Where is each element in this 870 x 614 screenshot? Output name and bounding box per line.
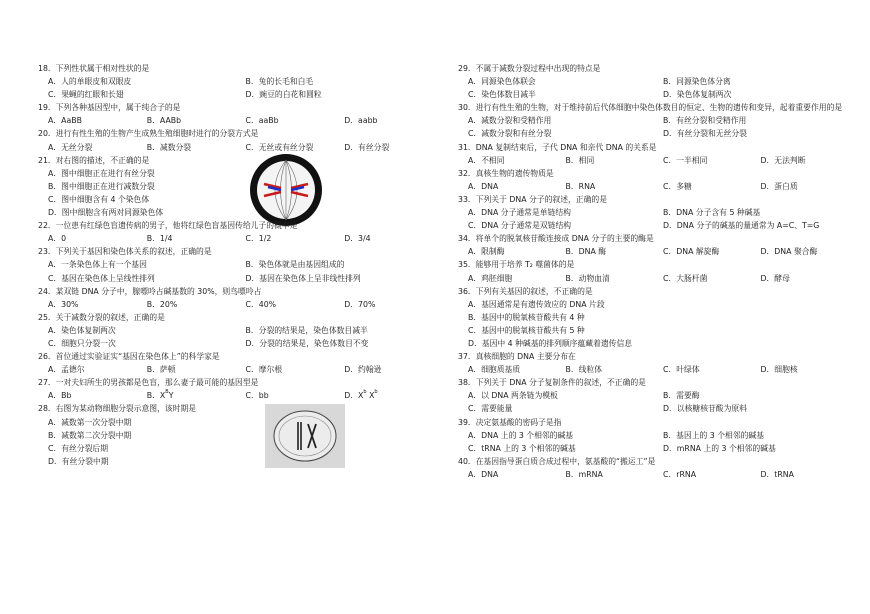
question-40 <box>458 455 858 481</box>
question-36 <box>458 285 858 350</box>
option-a: A．一条染色体上有一个基因 <box>48 260 147 270</box>
option-b: B．1/4 <box>146 234 173 244</box>
option-d: D．DNA 分子的碱基的量通常为 A=C、T=G <box>663 221 820 231</box>
option-c: C．bb <box>245 391 269 401</box>
option-d: D．70% <box>344 299 376 309</box>
option-c: C．果蝇的红眼和长翅 <box>48 90 124 100</box>
question-stem: 30．进行有性生殖的生物，对于维持前后代体细胞中染色体数目的恒定、生物的遗传和变异，起着重要作用的是 <box>458 103 843 113</box>
option-b: B．动物血清 <box>565 273 610 283</box>
question-stem: 31．DNA 复制结束后，子代 DNA 和亲代 DNA 的关系是 <box>458 142 657 152</box>
left-column <box>38 62 443 468</box>
option-a: A．不相同 <box>468 155 505 165</box>
option-a: A．染色体复制两次 <box>48 325 116 335</box>
option-d: D．3/4 <box>344 234 371 244</box>
option-b: B．减数第二次分裂中期 <box>48 430 132 440</box>
options <box>458 245 858 258</box>
question-37 <box>458 350 858 376</box>
option-d: D．基因在染色体上呈非线性排列 <box>245 273 361 283</box>
options <box>458 363 858 376</box>
question-stem: 22．一位患有红绿色盲遗传病的男子，他将红绿色盲基因传给儿子的概率是 <box>38 221 298 231</box>
question-stem: 40．在基因指导蛋白质合成过程中，氨基酸的“搬运工”是 <box>458 456 656 466</box>
question-stem: 26．首位通过实验证实“基因在染色体上”的科学家是 <box>38 352 220 362</box>
option-a: A．人的单眼皮和双眼皮 <box>48 77 132 87</box>
options <box>38 167 443 219</box>
options <box>458 206 858 232</box>
question-29 <box>458 62 858 101</box>
option-b: B．相同 <box>565 155 595 165</box>
question-32 <box>458 167 858 193</box>
option-c: C．染色体数目减半 <box>468 90 536 100</box>
option-c: C．aaBb <box>245 116 279 126</box>
option-a: A．DNA <box>468 469 499 479</box>
option-d: D．蛋白质 <box>760 181 798 191</box>
option-a: A．AaBB <box>48 116 82 126</box>
question-stem: 18．下列性状属于相对性状的是 <box>38 64 150 73</box>
option-d: D．酵母 <box>760 273 790 283</box>
cell-division-figure-meiosis <box>265 404 345 468</box>
options <box>38 141 443 154</box>
question-stem: 28．右图为某动物细胞分裂示意图，该时期是 <box>38 404 197 414</box>
option-a: A．DNA <box>468 181 499 191</box>
option-d: D．以核糖核苷酸为原料 <box>663 404 747 414</box>
options <box>38 75 443 101</box>
option-d: D．基因中 4 种碱基的排列顺序蕴藏着遗传信息 <box>468 338 633 348</box>
right-column <box>458 62 858 481</box>
question-33 <box>458 193 858 232</box>
option-b: B．AABb <box>146 116 182 126</box>
option-b: B．20% <box>146 299 178 309</box>
cell-division-figure-spindle <box>248 152 324 228</box>
option-b: B．$X^BY$ <box>146 389 174 401</box>
question-stem: 34．将单个的脱氧核苷酸连接成 DNA 分子的主要的酶是 <box>458 234 654 244</box>
question-31 <box>458 141 858 167</box>
option-d: D．mRNA 上的 3 个相邻的碱基 <box>663 443 776 453</box>
question-stem: 21．对右图的描述，不正确的是 <box>38 155 150 165</box>
option-d: D．无法判断 <box>760 155 806 165</box>
option-c: C．大肠杆菌 <box>663 273 708 283</box>
option-a: A．基因通常是有遗传效应的 DNA 片段 <box>468 299 605 309</box>
option-c: C．基因中的脱氧核苷酸共有 5 种 <box>468 325 585 335</box>
option-b: B．需要酶 <box>663 391 700 401</box>
options <box>458 272 858 285</box>
question-stem: 38．下列关于 DNA 分子复制条件的叙述，不正确的是 <box>458 378 646 388</box>
question-26 <box>38 350 443 376</box>
option-c: C．无丝或有丝分裂 <box>245 142 314 152</box>
options <box>38 389 443 402</box>
options <box>458 468 858 481</box>
option-c: C．基因在染色体上呈线性排列 <box>48 273 155 283</box>
option-d: D．DNA 聚合酶 <box>760 247 818 257</box>
options <box>38 416 443 468</box>
option-b: B．mRNA <box>565 469 603 479</box>
option-b: B．基因中的脱氧核苷酸共有 4 种 <box>468 312 585 322</box>
option-a: A．限制酶 <box>468 247 505 257</box>
option-d: D．有丝分裂中期 <box>48 456 109 466</box>
question-39 <box>458 416 858 455</box>
option-c: C．摩尔根 <box>245 365 283 375</box>
option-d: D．有丝分裂 <box>344 142 390 152</box>
question-stem: 23．下列关于基因和染色体关系的叙述，正确的是 <box>38 247 212 257</box>
options <box>38 298 443 311</box>
question-35 <box>458 258 858 284</box>
option-d: D．约翰逊 <box>344 365 382 375</box>
option-c: C．叶绿体 <box>663 365 700 375</box>
option-c: C．有丝分裂后期 <box>48 443 109 453</box>
question-30 <box>458 101 858 140</box>
question-stem: 24．某双链 DNA 分子中，腺嘌呤占碱基数的 30%，则鸟嘌呤占 <box>38 286 262 296</box>
question-stem: 19．下列各种基因型中，属于纯合子的是 <box>38 103 181 113</box>
option-b: B．DNA 分子含有 5 种碱基 <box>663 208 761 218</box>
option-c: C．细胞只分裂一次 <box>48 338 116 348</box>
question-stem: 37．真核细胞的 DNA 主要分布在 <box>458 352 576 362</box>
option-b: B．DNA 酶 <box>565 247 607 257</box>
option-b: B．分裂的结果是，染色体数目减半 <box>245 325 368 335</box>
option-a: A．DNA 分子通常是单链结构 <box>468 208 571 218</box>
options <box>38 114 443 127</box>
option-a: A．无丝分裂 <box>48 142 93 152</box>
option-d: D．有丝分裂和无丝分裂 <box>663 129 747 139</box>
options <box>458 154 858 167</box>
question-28 <box>38 402 443 467</box>
option-d: D．tRNA <box>760 469 794 479</box>
question-stem: 32．真核生物的遗传物质是 <box>458 168 554 178</box>
option-c: C．DNA 解旋酶 <box>663 247 720 257</box>
question-18 <box>38 62 443 101</box>
option-c: C．需要能量 <box>468 404 513 414</box>
option-b: B．减数分裂 <box>146 142 192 152</box>
options <box>38 363 443 376</box>
question-stem: 25．关于减数分裂的叙述，正确的是 <box>38 312 165 322</box>
question-stem: 27．一对夫妇所生的男孩都是色盲，那么妻子最可能的基因型是 <box>38 378 259 388</box>
options <box>38 324 443 350</box>
question-stem: 20．进行有性生殖的生物产生成熟生殖细胞时进行的分裂方式是 <box>38 129 259 139</box>
question-21 <box>38 154 443 219</box>
question-19 <box>38 101 443 127</box>
question-27 <box>38 376 443 402</box>
option-d: D．细胞核 <box>760 365 798 375</box>
option-c: C．图中细胞含有 4 个染色体 <box>48 194 150 204</box>
option-a: A．细胞质基质 <box>468 365 521 375</box>
option-a: A．0 <box>48 234 67 244</box>
option-d: D．分裂的结果是，染色体数目不变 <box>245 338 369 348</box>
option-c: C．tRNA 上的 3 个相邻的碱基 <box>468 443 576 453</box>
option-b: B．同源染色体分离 <box>663 77 731 87</box>
option-b: B．染色体就是由基因组成的 <box>245 260 345 270</box>
options <box>458 180 858 193</box>
option-d: D．图中细胞含有两对同源染色体 <box>48 208 164 218</box>
option-c: C．减数分裂和有丝分裂 <box>468 129 552 139</box>
option-c: C．40% <box>245 299 277 309</box>
option-b: B．萨顿 <box>146 365 176 375</box>
option-c: C．一半相同 <box>663 155 708 165</box>
options <box>458 75 858 101</box>
question-22 <box>38 219 443 245</box>
option-c: C．DNA 分子通常是双链结构 <box>468 221 572 231</box>
option-c: C．1/2 <box>245 234 272 244</box>
option-c: C．多糖 <box>663 181 692 191</box>
option-b: B．有丝分裂和受精作用 <box>663 116 747 126</box>
question-25 <box>38 311 443 350</box>
option-a: A．Bb <box>48 391 72 401</box>
option-b: B．RNA <box>565 181 596 191</box>
question-stem: 36．下列有关基因的叙述，不正确的是 <box>458 286 593 296</box>
option-a: A．图中细胞正在进行有丝分裂 <box>48 168 155 178</box>
option-a: A．同源染色体联会 <box>468 77 536 87</box>
question-34 <box>458 232 858 258</box>
question-stem: 33．下列关于 DNA 分子的叙述，正确的是 <box>458 194 607 204</box>
options <box>458 114 858 140</box>
option-d: D．aabb <box>344 116 378 126</box>
option-a: A．30% <box>48 299 79 309</box>
options <box>38 258 443 284</box>
option-c: C．rRNA <box>663 469 697 479</box>
figure <box>265 404 345 472</box>
question-23 <box>38 245 443 284</box>
option-b: B．线粒体 <box>565 365 603 375</box>
option-a: A．减数分裂和受精作用 <box>468 116 552 126</box>
question-38 <box>458 376 858 415</box>
options <box>458 389 858 415</box>
option-b: B．兔的长毛和白毛 <box>245 77 314 87</box>
question-stem: 35．能够用于培养 T₂ 噬菌体的是 <box>458 260 575 270</box>
option-b: B．基因上的 3 个相邻的碱基 <box>663 430 765 440</box>
question-20 <box>38 127 443 153</box>
option-b: B．图中细胞正在进行减数分裂 <box>48 181 155 191</box>
option-d: D．$X^b$ $X^b$ <box>344 389 378 401</box>
option-a: A．以 DNA 两条链为模板 <box>468 391 558 401</box>
options <box>458 429 858 455</box>
option-d: D．染色体复制两次 <box>663 90 732 100</box>
option-d: D．豌豆的白花和圆粒 <box>245 90 322 100</box>
options <box>38 232 443 245</box>
option-a: A．DNA 上的 3 个相邻的碱基 <box>468 430 574 440</box>
question-stem: 29．不属于减数分裂过程中出现的特点是 <box>458 64 601 73</box>
option-a: A．孟德尔 <box>48 365 85 375</box>
question-24 <box>38 285 443 311</box>
option-a: A．减数第一次分裂中期 <box>48 417 132 427</box>
option-a: A．鸡胚细胞 <box>468 273 513 283</box>
options <box>458 298 858 350</box>
question-stem: 39．决定氨基酸的密码子是指 <box>458 417 562 427</box>
